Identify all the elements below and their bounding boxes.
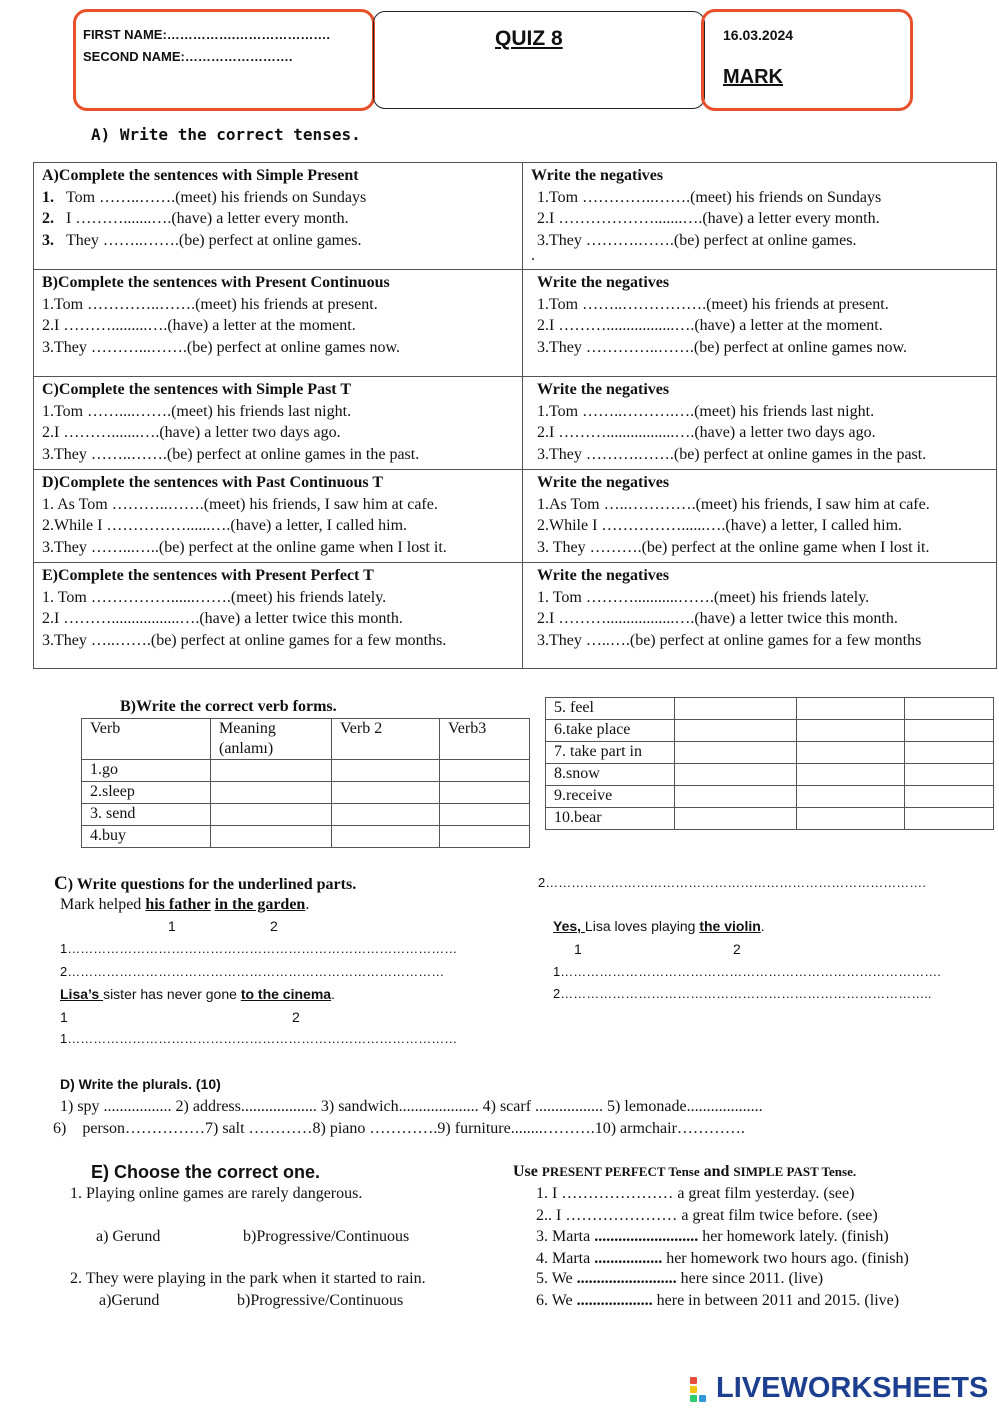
- sentence-number: 1.: [42, 188, 54, 206]
- row-title: Write the negatives: [537, 567, 670, 584]
- part-number: 2: [292, 1009, 300, 1025]
- answer-cell[interactable]: [675, 808, 797, 830]
- tense-item[interactable]: [536, 1292, 899, 1310]
- answer-cell[interactable]: [211, 760, 332, 782]
- row-title: C)Complete the sentences with Simple Past T: [42, 381, 352, 398]
- first-name-label: FIRST NAME:…………….………………….: [83, 27, 330, 42]
- item-text: 6. We: [536, 1292, 577, 1309]
- item-text: a great film twice before. (see): [677, 1207, 878, 1224]
- table-cell: [34, 470, 523, 563]
- sentence[interactable]: 3.They …………..…….(be) perfect at online games now.: [537, 338, 907, 356]
- sentence[interactable]: 2.I ……….................….(have) a letter twice this month.: [42, 610, 403, 627]
- table-row: [82, 782, 530, 804]
- sentence[interactable]: 1. Tom ………...........…….(meet) his friends lately.: [537, 588, 870, 606]
- header-verb2: Verb 2: [332, 719, 440, 760]
- row-title: Write the negatives: [537, 381, 670, 398]
- sentence-text: .: [331, 986, 335, 1002]
- answer-cell[interactable]: [675, 742, 797, 764]
- answer-cell[interactable]: [905, 720, 994, 742]
- answer-cell[interactable]: [332, 804, 440, 826]
- table-row: [546, 786, 994, 808]
- sentence[interactable]: 2.I ……….........….(have) a letter at the moment.: [42, 317, 356, 334]
- option-a[interactable]: a) Gerund: [96, 1228, 161, 1245]
- answer-cell[interactable]: [211, 782, 332, 804]
- table-cell: [34, 377, 523, 470]
- answer-cell[interactable]: [905, 764, 994, 786]
- answer-cell[interactable]: [332, 826, 440, 848]
- sentence[interactable]: 2.I ……….......….(have) a letter two days ago.: [42, 424, 341, 441]
- option-a[interactable]: a)Gerund: [99, 1292, 160, 1309]
- sentence[interactable]: 1.Tom ……..…………….(meet) his friends at present.: [537, 295, 889, 313]
- tense-item[interactable]: [536, 1270, 823, 1288]
- sentence-text: .: [760, 918, 765, 934]
- sentence-text: Mark helped: [60, 896, 146, 913]
- answer-line[interactable]: 2……………………………………………………………………………: [60, 964, 445, 979]
- sentence[interactable]: 1. As Tom ………..…….(meet) his friends, I saw him at cafe.: [42, 495, 438, 513]
- plurals-text: person……………7) salt …………8) piano ………….9) furniture........……….10) armchair………….: [82, 1120, 745, 1137]
- item-text: 5. We: [536, 1270, 577, 1287]
- item-text: her homework two hours ago. (finish): [662, 1250, 909, 1267]
- tense-item[interactable]: [536, 1228, 889, 1246]
- table-row: [546, 764, 994, 786]
- sentence[interactable]: [42, 208, 516, 230]
- section-b-title: B)Write the correct verb forms.: [120, 698, 337, 715]
- sentence[interactable]: 2.I ……….................….(have) a letter at the moment.: [537, 317, 883, 334]
- header-verb3: Verb3: [440, 719, 530, 760]
- table-row: [34, 377, 997, 470]
- item-text: 4. Marta: [536, 1250, 595, 1267]
- option-b[interactable]: b)Progressive/Continuous: [237, 1292, 404, 1309]
- sentence[interactable]: 1.Tom ……..……….….(meet) his friends last night.: [537, 402, 875, 420]
- section-f-title: [513, 1163, 856, 1181]
- sentence[interactable]: 3. They ……….(be) perfect at the online game when I lost it.: [537, 538, 930, 556]
- item-number: 6): [53, 1120, 67, 1137]
- liveworksheets-logo-icon: [690, 1375, 714, 1403]
- header-verb: Verb: [82, 719, 211, 760]
- answer-cell[interactable]: [797, 720, 905, 742]
- verbs-table-left: [81, 718, 530, 848]
- table-row: [34, 163, 997, 270]
- sentence-text: .: [305, 896, 310, 913]
- verb-cell: 8.snow: [546, 764, 675, 786]
- verb-cell: 7. take part in: [546, 742, 675, 764]
- sentence[interactable]: 1.Tom …………..…….(meet) his friends at present.: [42, 295, 378, 313]
- table-cell: [523, 270, 997, 377]
- table-cell: [523, 377, 997, 470]
- sentence[interactable]: 2.While I ……………......….(have) a letter, I called him.: [537, 517, 903, 534]
- table-row: [546, 808, 994, 830]
- header-meaning: Meaning (anlamı): [211, 719, 332, 760]
- section-d-title: D) Write the plurals. (10): [60, 1076, 221, 1092]
- item-text: here since 2011. (live): [676, 1270, 824, 1287]
- sentence[interactable]: 1.As Tom …..………….(meet) his friends, I saw him at cafe.: [537, 495, 930, 513]
- title-tense: SIMPLE PAST Tense.: [733, 1164, 857, 1179]
- sentence[interactable]: 3.They …..…….(be) perfect at online games for a few months.: [42, 631, 447, 649]
- answer-cell[interactable]: [440, 760, 530, 782]
- logo-text: LIVEWORKSHEETS: [716, 1372, 989, 1404]
- part-number: 1: [168, 918, 176, 934]
- section-a-title: A) Write the correct tenses.: [91, 125, 361, 144]
- sentence[interactable]: 1.Tom ……....…….(meet) his friends last night.: [42, 402, 352, 420]
- answer-cell[interactable]: [675, 764, 797, 786]
- answer-cell[interactable]: [797, 786, 905, 808]
- sentence[interactable]: 2.I ……………….......….(have) a letter every month.: [537, 210, 880, 227]
- second-name-label: SECOND NAME:…………………….: [83, 49, 293, 64]
- row-title: A)Complete the sentences with Simple Present: [42, 167, 359, 184]
- item-text: a great film yesterday. (see): [673, 1185, 855, 1202]
- item-text: 2.. I: [536, 1207, 566, 1224]
- underlined-part: to the cinema: [240, 986, 332, 1002]
- item-text: her homework lately. (finish): [698, 1228, 889, 1245]
- verb-cell: 6.take place: [546, 720, 675, 742]
- verb-cell: 9.receive: [546, 786, 675, 808]
- table-row: [546, 698, 994, 720]
- answer-cell[interactable]: [440, 804, 530, 826]
- title-box: [373, 11, 705, 109]
- section-c-letter: C: [54, 873, 68, 894]
- title-tense: PRESENT PERFECT Tense: [541, 1164, 700, 1179]
- answer-cell[interactable]: [332, 782, 440, 804]
- table-cell: [523, 470, 997, 563]
- sentence[interactable]: [42, 230, 516, 252]
- answer-cell[interactable]: [211, 826, 332, 848]
- verb-cell: 1.go: [82, 760, 211, 782]
- answer-line[interactable]: 2…………………………………………………………………………….: [538, 875, 926, 890]
- answer-cell[interactable]: [675, 698, 797, 720]
- answer-cell[interactable]: [440, 826, 530, 848]
- tense-item[interactable]: [536, 1185, 854, 1203]
- answer-blank[interactable]: .........................: [576, 1270, 677, 1287]
- underlined-part: Yes,: [553, 918, 585, 934]
- tenses-table: [33, 162, 997, 669]
- sentence-text: They ……..…….(be) perfect at online games.: [66, 231, 362, 249]
- answer-cell[interactable]: [440, 782, 530, 804]
- table-cell: [523, 163, 997, 270]
- answer-blank[interactable]: …………………: [565, 1207, 678, 1224]
- row-title: B)Complete the sentences with Present Continuous: [42, 274, 390, 291]
- table-row: [34, 270, 997, 377]
- item-text: here in between 2011 and 2015. (live): [652, 1292, 900, 1309]
- quiz-title: QUIZ 8: [495, 27, 563, 50]
- underlined-part: Lisa’s: [60, 986, 104, 1002]
- answer-cell[interactable]: [797, 808, 905, 830]
- sentence[interactable]: 3.They ……...…..(be) perfect at the online game when I lost it.: [42, 538, 447, 556]
- row-title: Write the negatives: [531, 167, 664, 184]
- underlined-part: in the garden: [214, 896, 306, 913]
- answer-cell[interactable]: [905, 698, 994, 720]
- section-c-title: [54, 873, 356, 895]
- table-row: [82, 760, 530, 782]
- plurals-line-1[interactable]: 1) spy ................. 2) address................... 3) sandwich.................... 4) scarf ................. 5) lemonade...................: [60, 1098, 763, 1115]
- sentence[interactable]: [42, 187, 516, 209]
- part-number: 2: [270, 918, 278, 934]
- answer-cell[interactable]: [675, 720, 797, 742]
- verbs-table-right: [545, 697, 994, 830]
- verb-cell: 10.bear: [546, 808, 675, 830]
- sentence-1: [60, 896, 309, 914]
- part-number: 1: [60, 1009, 68, 1025]
- table-header-row: [82, 719, 530, 760]
- mark-label: MARK: [723, 66, 783, 88]
- section-e-title: E) Choose the correct one.: [91, 1162, 321, 1182]
- question-1: 1. Playing online games are rarely dangerous.: [70, 1185, 363, 1202]
- table-cell: [34, 163, 523, 270]
- table-row: [546, 720, 994, 742]
- row-title: Write the negatives: [537, 474, 670, 491]
- sentence[interactable]: 3.They ……..…….(be) perfect at online games in the past.: [42, 445, 420, 463]
- answer-cell[interactable]: [905, 786, 994, 808]
- option-b[interactable]: b)Progressive/Continuous: [243, 1228, 410, 1245]
- answer-cell[interactable]: [797, 764, 905, 786]
- sentence[interactable]: 3.They …..….(be) perfect at online games for a few months: [537, 631, 922, 649]
- section-c-title-text: ) Write questions for the underlined parts.: [67, 876, 357, 893]
- row-title: E)Complete the sentences with Present Perfect T: [42, 567, 374, 584]
- row-title: D)Complete the sentences with Past Continuous T: [42, 474, 384, 491]
- underlined-part: his father: [145, 896, 211, 913]
- answer-line[interactable]: 1…………………………………………………………………………….: [553, 964, 941, 979]
- sentence[interactable]: 1. Tom ……………......…….(meet) his friends lately.: [42, 588, 387, 606]
- liveworksheets-logo: [690, 1372, 988, 1405]
- sentence[interactable]: 2.I ……….................….(have) a letter two days ago.: [537, 424, 876, 441]
- sentence-2: [60, 986, 335, 1002]
- tense-item[interactable]: [536, 1250, 909, 1268]
- item-text: 1. I: [536, 1185, 562, 1202]
- sentence[interactable]: 2.I ……….................….(have) a letter twice this month.: [537, 610, 898, 627]
- sentence-text: sister has never gone: [103, 986, 241, 1002]
- sentence[interactable]: 3.They ……….…….(be) perfect at online games.: [537, 231, 857, 249]
- sentence-3: [553, 918, 765, 934]
- table-row: [82, 826, 530, 848]
- table-row: [82, 804, 530, 826]
- item-text: 3. Marta: [536, 1228, 595, 1245]
- answer-line[interactable]: 1………………………………………………………………………………: [60, 941, 458, 956]
- verb-cell: 3. send: [82, 804, 211, 826]
- sentence-number: 3.: [42, 231, 54, 249]
- sentence[interactable]: 1.Tom …………..…….(meet) his friends on Sundays: [537, 188, 882, 206]
- row-title: Write the negatives: [537, 274, 670, 291]
- table-row: [546, 742, 994, 764]
- table-row: [34, 470, 997, 563]
- answer-blank[interactable]: .................: [594, 1250, 663, 1267]
- stray-dot: .: [531, 247, 535, 264]
- sentence-text: Lisa loves playing: [584, 918, 700, 934]
- sentence[interactable]: 3.They ………...…….(be) perfect at online games now.: [42, 338, 400, 356]
- table-cell: [34, 563, 523, 669]
- sentence-text: Tom ……..…….(meet) his friends on Sundays: [66, 188, 367, 206]
- answer-cell[interactable]: [797, 698, 905, 720]
- table-cell: [523, 563, 997, 669]
- sentence-number: 2.: [42, 210, 54, 227]
- answer-cell[interactable]: [211, 804, 332, 826]
- part-number: 1: [574, 941, 582, 957]
- table-row: [34, 563, 997, 669]
- quiz-date: 16.03.2024: [723, 27, 794, 43]
- sentence-text: I ……….......….(have) a letter every month.: [66, 210, 349, 227]
- mark-box: [701, 9, 913, 111]
- tense-item[interactable]: [536, 1207, 878, 1225]
- plurals-line-2[interactable]: [53, 1120, 745, 1138]
- underlined-part: the violin: [699, 918, 761, 934]
- title-text: and: [699, 1163, 734, 1180]
- title-text: Use: [513, 1163, 542, 1180]
- answer-cell[interactable]: [797, 742, 905, 764]
- answer-cell[interactable]: [905, 742, 994, 764]
- answer-cell[interactable]: [675, 786, 797, 808]
- verb-cell: 5. feel: [546, 698, 675, 720]
- answer-line[interactable]: 2…………………………………………………………………………..: [553, 986, 932, 1001]
- question-2: 2. They were playing in the park when it started to rain.: [70, 1270, 426, 1287]
- verb-cell: 2.sleep: [82, 782, 211, 804]
- answer-blank[interactable]: ...................: [576, 1292, 653, 1309]
- table-cell: [34, 270, 523, 377]
- answer-blank[interactable]: …………………: [561, 1185, 674, 1202]
- answer-cell[interactable]: [905, 808, 994, 830]
- sentence[interactable]: 3.They ……….…….(be) perfect at online games in the past.: [537, 445, 927, 463]
- sentence[interactable]: 2.While I ……………......….(have) a letter, I called him.: [42, 517, 408, 534]
- answer-blank[interactable]: ..........................: [594, 1228, 699, 1245]
- answer-line[interactable]: 1………………………………………………………………………………: [60, 1031, 458, 1046]
- part-number: 2: [733, 941, 741, 957]
- verb-cell: 4.buy: [82, 826, 211, 848]
- answer-cell[interactable]: [332, 760, 440, 782]
